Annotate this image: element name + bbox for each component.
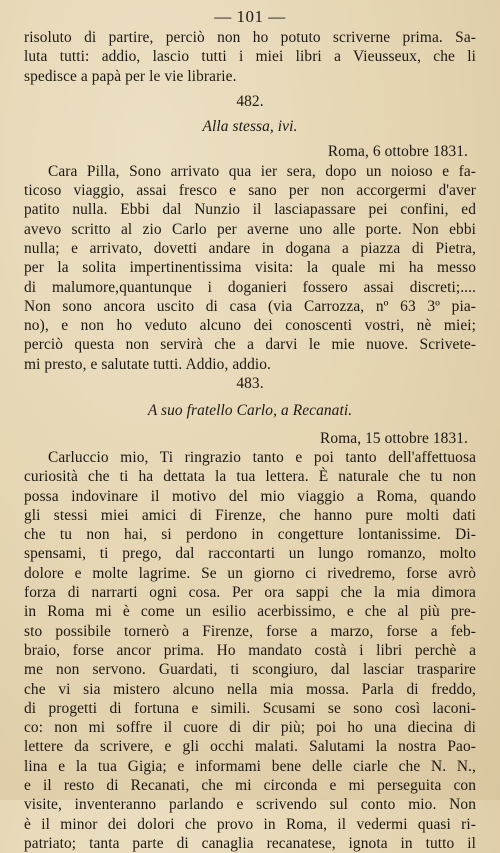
letter-483: [24, 374, 476, 853]
text-line: me non servono. Guardati, ti scongiuro, dal lasciar trasparire: [24, 661, 476, 679]
text-line: braio, forse ancor prima. Ho mandato costà i libri perchè a: [24, 641, 476, 659]
text-line: curiosità che ti ha dettata la tua lettera. È naturale che tu non: [24, 468, 476, 486]
text-line: sto possibile tornerò a Firenze, forse a marzo, forse a feb-: [24, 622, 476, 640]
text-line: lina e la tua Gigia; e informami bene delle ciarle che N. N.,: [24, 757, 476, 775]
text-line: visite, inventeranno parlando e scrivendo sul conto mio. Non: [24, 796, 476, 814]
text-line: spensami, ti prego, dal raccontarti un lungo romanzo, molto: [24, 545, 476, 563]
text-line: patriato; tanta parte di canaglia recanatese, ignota in tutto il: [24, 834, 476, 852]
text-line: gli stessi miei amici di Firenze, che hanno pure molti dati: [24, 506, 476, 524]
letter-recipient: A suo fratello Carlo, a Recanati.: [147, 402, 353, 420]
text-line: che tu non hai, si perdono in congetture lontanissime. Di-: [24, 526, 476, 544]
text-line: mi presto, e salutate tutti. Addio, addio.: [24, 355, 271, 373]
letter-dateline: Roma, 15 ottobre 1831.: [320, 429, 468, 447]
letter-number: 483.: [236, 375, 264, 393]
text-line: risoluto di partire, perciò non ho potuto scriverne prima. Sa-: [24, 29, 476, 46]
text-line: lettere da scrivere, e gli occhi malati. Salutami la nostra Pao-: [24, 738, 476, 756]
text-line: avevo scritto al zio Carlo per averne uno alle porte. Non ebbi: [24, 220, 476, 238]
text-line: luta tutti: addio, lascio tutti i miei libri a Vieusseux, che li: [24, 48, 476, 66]
text-line: dolore e molte lagrime. Se un giorno ci rivedremo, forse avrò: [24, 564, 476, 582]
text-line: no), e non ho veduto alcuno dei conoscenti vostri, nè miei;: [24, 317, 476, 335]
text-line: per la solita impertinentissima visita: la quale mi ha messo: [24, 259, 476, 277]
text-line: Carluccio mio, Ti ringrazio tanto e poi tanto dell'affettuosa: [48, 448, 476, 466]
text-line: è il minor dei dolori che provo in Roma, il vedermi quasi ri-: [24, 815, 476, 833]
text-line: perciò questa non servirà che a darvi le mie nuove. Scrivete-: [24, 336, 476, 354]
text-line: in Roma mi è come un esilio acerbissimo, e che al più pre-: [24, 603, 476, 621]
letter-recipient: Alla stessa, ivi.: [202, 118, 298, 136]
text-line: di progetti di fortuna e simili. Scusami se sono così laconi-: [24, 699, 476, 717]
text-line: patito nulla. Ebbi dal Nunzio il lasciapassare pei confini, ed: [24, 201, 476, 219]
letter-482: [24, 92, 476, 374]
previous-letter-ending: [24, 28, 476, 86]
text-line: co: non mi soffre il cuore di dir più; poi ho una diecina di: [24, 719, 476, 737]
text-line: nulla; e arrivato, dovetti andare in dogana a piazza di Pietra,: [24, 239, 476, 257]
text-line: spedisce a papà per le vie librarie.: [24, 67, 237, 85]
text-line: e il resto di Recanati, che mi circonda e mi perseguita con: [24, 776, 476, 794]
letter-number: 482.: [236, 92, 264, 110]
page-number: — 101 —: [214, 7, 286, 26]
text-line: forza di narrarti ogni cosa. Per ora sappi che la mia dimora: [24, 584, 476, 602]
text-line: Non sono ancora uscito di casa (via Carrozza, nº 63 3º pia-: [24, 297, 476, 315]
text-line: che vi sia mistero alcuno nella mia mossa. Parla di freddo,: [24, 680, 476, 698]
text-line: Cara Pilla, Sono arrivato qua ier sera, dopo un noioso e fa-: [48, 162, 476, 180]
letter-dateline: Roma, 6 ottobre 1831.: [327, 143, 468, 161]
text-line: ticoso viaggio, assai fresco e sano per non accorgermi d'aver: [24, 182, 476, 200]
text-line: possa indovinare il motivo del mio viaggio a Roma, quando: [24, 487, 476, 505]
text-line: di malumore,quantunque i doganieri fossero assai discreti;....: [24, 278, 476, 296]
